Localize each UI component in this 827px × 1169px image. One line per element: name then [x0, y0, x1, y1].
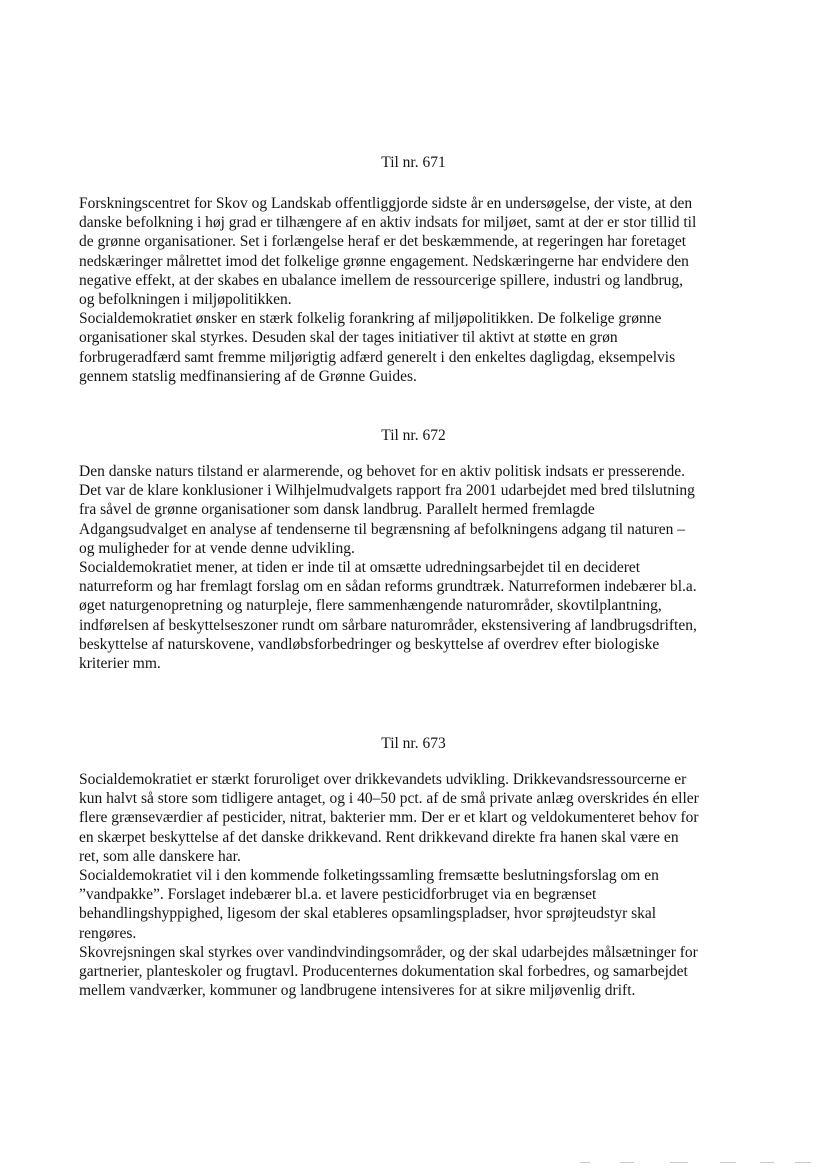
text-line: indførelsen af beskyttelseszoner rundt om sårbare naturområder, ekstensivering af landbrugsdriften,: [79, 616, 697, 634]
text-line: Socialdemokratiet vil i den kommende folketingssamling fremsætte beslutningsforslag om en: [79, 867, 659, 885]
text-line: en skærpet beskyttelse af det danske drikkevand. Rent drikkevand direkte fra hanen skal være en: [79, 828, 679, 846]
scan-speck: [720, 1162, 736, 1163]
scan-speck: [580, 1162, 590, 1163]
text-line: gennem statslig medfinansiering af de Grønne Guides.: [79, 367, 417, 385]
text-line: behandlingshyppighed, ligesom der skal etableres opsamlingspladser, hvor sprøjteudstyr skal: [79, 905, 657, 923]
text-line: forbrugeradfærd samt fremme miljørigtig adfærd generelt i den enkeltes dagligdag, eksempelvis: [79, 348, 676, 366]
section-body-671: [79, 194, 769, 386]
scan-speck: [795, 1162, 811, 1163]
scan-speck: [670, 1162, 688, 1163]
scan-speck: [760, 1162, 774, 1163]
text-line: organisationer skal styrkes. Desuden skal der tages initiativer til aktivt at støtte en grøn: [79, 329, 618, 347]
text-line: fra såvel de grønne organisationer som dansk landbrug. Parallelt hermed fremlagde: [79, 501, 595, 519]
text-line: Socialdemokratiet er stærkt foruroliget over drikkevandets udvikling. Drikkevandsressourcerne er: [79, 771, 687, 788]
text-line: de grønne organisationer. Set i forlængelse heraf er det beskæmmende, at regeringen har foretaget: [79, 233, 687, 251]
section-body-673: [79, 770, 769, 1000]
text-line: og muligheder for at vende denne udvikling.: [79, 539, 355, 557]
text-line: og befolkningen i miljøpolitikken.: [79, 291, 292, 309]
text-line: beskyttelse af naturskovene, vandløbsforbedringer og beskyttelse af overdrev efter biologiske: [79, 635, 660, 653]
text-line: kun halvt så store som tidligere antaget, og i 40–50 pct. af de små private anlæg overskrides én eller: [79, 790, 699, 808]
text-line: flere grænseværdier af pesticider, nitrat, bakterier mm. Der er et klart og veldokumenteret behov for: [79, 809, 699, 827]
text-line: kriterier mm.: [79, 655, 161, 673]
text-line: Det var de klare konklusioner i Wilhjelmudvalgets rapport fra 2001 udarbejdet med bred tilslutning: [79, 482, 695, 500]
text-line: ret, som alle danskere har.: [79, 847, 241, 865]
text-line: Socialdemokratiet mener, at tiden er inde til at omsætte udredningsarbejdet til en decideret: [79, 559, 641, 577]
scan-artifacts: [560, 1160, 820, 1166]
section-heading-671: Til nr. 671: [381, 154, 446, 171]
text-line: øget naturgenopretning og naturpleje, flere sammenhængende naturområder, skovtilplantning,: [79, 597, 662, 615]
text-line: Den danske naturs tilstand er alarmerende, og behovet for en aktiv politisk indsats er presserende.: [79, 463, 686, 480]
section-heading-673: Til nr. 673: [381, 735, 446, 752]
text-line: naturreform og har fremlagt forslag om en sådan reforms grundtræk. Naturreformen indebærer bl.a.: [79, 578, 697, 596]
section-heading-672: Til nr. 672: [381, 427, 446, 444]
text-line: rengøres.: [79, 924, 137, 942]
text-line: nedskæringer målrettet imod det folkelige grønne engagement. Nedskæringerne har endvidere den: [79, 252, 689, 270]
text-line: Forskningscentret for Skov og Landskab offentliggjorde sidste år en undersøgelse, der viste, at den: [79, 195, 693, 212]
scan-speck: [620, 1162, 634, 1163]
text-line: negative effekt, at der skabes en ubalance imellem de ressourcerige spillere, industri og landbrug,: [79, 271, 683, 289]
text-line: mellem vandværker, kommuner og landbrugene intensiveres for at sikre miljøvenlig drift.: [79, 982, 636, 1000]
section-body-672: [79, 462, 769, 673]
text-line: Skovrejsningen skal styrkes over vandindvindingsområder, og der skal udarbejdes målsætninger for: [79, 943, 698, 961]
text-line: danske befolkning i høj grad er tilhængere af en aktiv indsats for miljøet, samt at der er stor tillid til: [79, 214, 697, 232]
text-line: ”vandpakke”. Forslaget indebærer bl.a. et lavere pesticidforbruget via en begrænset: [79, 886, 597, 904]
text-line: Adgangsudvalget en analyse af tendenserne til begrænsning af befolkningens adgang til naturen –: [79, 520, 686, 538]
text-line: gartnerier, planteskoler og frugtavl. Producenternes dokumentation skal forbedres, og samarbejdet: [79, 963, 688, 981]
text-line: Socialdemokratiet ønsker en stærk folkelig forankring af miljøpolitikken. De folkelige grønne: [79, 310, 662, 328]
